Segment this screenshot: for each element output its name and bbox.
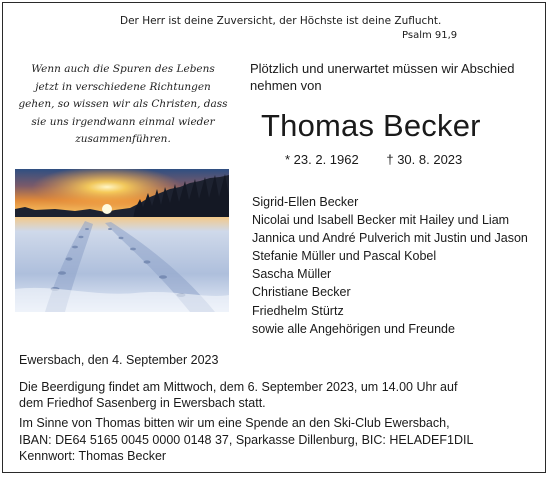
donation-line: IBAN: DE64 5165 0045 0000 0148 37, Sparkasse Dillenburg, BIC: HELADEF1DIL <box>19 432 474 447</box>
life-dates <box>285 152 462 167</box>
funeral-info <box>19 379 473 464</box>
poem-line: jetzt in verschiedene Richtungen <box>35 80 211 93</box>
poem-line: sie uns irgendwann einmal wieder <box>31 115 215 128</box>
mourner: Stefanie Müller und Pascal Kobel <box>252 249 437 264</box>
deceased-name: Thomas Becker <box>261 108 481 143</box>
intro-line: nehmen von <box>250 78 322 93</box>
mourner: Friedhelm Stürtz <box>252 303 344 318</box>
bible-verse-reference: Psalm 91,9 <box>402 30 458 41</box>
intro-line: Plötzlich und unerwartet müssen wir Abschied <box>250 61 515 76</box>
intro-text <box>250 60 514 94</box>
winter-sunset-photo <box>15 169 229 312</box>
birth-date: * 23. 2. 1962 <box>285 152 359 167</box>
donation-line: Im Sinne von Thomas bitten wir um eine Spende an den Ski-Club Ewersbach, <box>19 416 450 431</box>
funeral-line: dem Friedhof Sasenberg in Ewersbach statt. <box>19 396 266 411</box>
mourner: Sigrid-Ellen Becker <box>252 195 359 209</box>
mourner: sowie alle Angehörigen und Freunde <box>252 321 455 336</box>
mourner: Jannica und André Pulverich mit Justin und Jason <box>252 231 528 246</box>
funeral-line: Die Beerdigung findet am Mittwoch, dem 6. September 2023, um 14.00 Uhr auf <box>19 380 458 394</box>
mourner: Sascha Müller <box>252 267 332 282</box>
mourner: Christiane Becker <box>252 285 351 300</box>
poem-line: Wenn auch die Spuren des Lebens <box>31 63 215 75</box>
poem <box>18 61 228 149</box>
poem-line: zusammenführen. <box>75 133 171 145</box>
place-and-date: Ewersbach, den 4. September 2023 <box>19 353 219 367</box>
death-date: † 30. 8. 2023 <box>386 152 463 167</box>
mourners-list <box>252 193 528 338</box>
poem-line: gehen, so wissen wir als Christen, dass <box>18 98 228 110</box>
mourner: Nicolai und Isabell Becker mit Hailey und Liam <box>252 213 510 228</box>
bible-verse: Der Herr ist deine Zuversicht, der Höchste ist deine Zuflucht. <box>120 15 442 27</box>
donation-line: Kennwort: Thomas Becker <box>19 448 167 463</box>
